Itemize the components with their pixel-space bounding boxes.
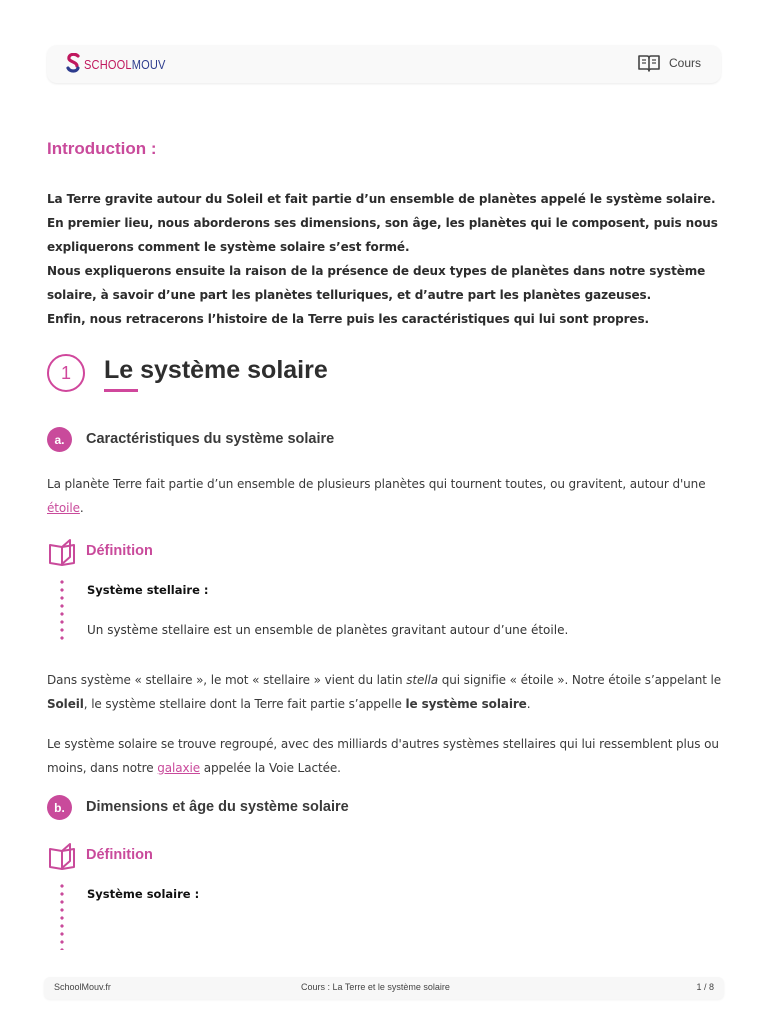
page-footer xyxy=(44,977,724,999)
paragraph-galaxie xyxy=(47,732,732,780)
text-segment: Dans système « stellaire », le mot « stellaire » vient du latin xyxy=(47,673,407,687)
text-segment: qui signifie « étoile ». Notre étoile s’appelant le xyxy=(438,673,722,687)
paragraph-end: . xyxy=(79,501,84,515)
italic-stella: stella xyxy=(406,673,438,687)
paragraph-planete-terre xyxy=(47,472,732,520)
footer-site: SchoolMouv.fr xyxy=(54,982,111,992)
definition-dotted-bar xyxy=(60,882,64,950)
intro-title: Introduction : xyxy=(47,139,157,158)
subsection-badge-b: b. xyxy=(47,795,72,820)
paragraph-text: La planète Terre fait partie d’un ensemble de plusieurs planètes qui tournent toutes, ou gravitent, autour d'une xyxy=(47,477,706,491)
definition-book-icon xyxy=(47,537,77,567)
logo-text-school: SCHOOL xyxy=(84,56,132,72)
cours-label: Cours xyxy=(668,56,701,70)
subsection-title-b: Dimensions et âge du système solaire xyxy=(86,799,349,815)
subsection-title-a: Caractéristiques du système solaire xyxy=(86,431,335,447)
footer-doc-title: Cours : La Terre et le système solaire xyxy=(301,982,450,992)
section-title: Le système solaire xyxy=(104,356,328,384)
section-title-underline xyxy=(104,389,138,392)
section-number: 1 xyxy=(47,354,85,392)
definition-dotted-bar xyxy=(60,578,64,644)
cours-link[interactable] xyxy=(637,54,701,72)
intro-paragraph-1: La Terre gravite autour du Soleil et fait partie d’un ensemble de planètes appelé le système solaire. En premier lieu, nous aborderons ses dimensions, son âge, les planètes qui le composent, puis nous expliquerons comment le système solaire s’est formé. xyxy=(47,192,718,254)
definition-label: Définition xyxy=(86,543,153,559)
bold-systeme-solaire: le système solaire xyxy=(405,697,527,711)
text-segment: , le système stellaire dont la Terre fait partie s’appelle xyxy=(83,697,406,711)
link-galaxie[interactable]: galaxie xyxy=(157,761,200,775)
subsection-badge-a: a. xyxy=(47,427,72,452)
top-header xyxy=(47,45,721,83)
definition-term: Système solaire : xyxy=(87,887,200,901)
definition-text: Un système stellaire est un ensemble de planètes gravitant autour d’une étoile. xyxy=(87,623,569,637)
definition-label: Définition xyxy=(86,847,153,863)
link-etoile[interactable]: étoile xyxy=(47,501,80,515)
text-segment: . xyxy=(526,697,531,711)
schoolmouv-logo[interactable] xyxy=(66,52,180,76)
text-segment: Le système solaire se trouve regroupé, avec des milliards d'autres systèmes stellaires qui lui ressemblent plus ou moins, dans notre xyxy=(47,737,719,775)
text-segment: appelée la Voie Lactée. xyxy=(200,761,341,775)
logo-text xyxy=(84,57,166,72)
paragraph-stellaire xyxy=(47,668,732,716)
book-icon xyxy=(637,54,661,72)
definition-book-icon xyxy=(47,841,77,871)
intro-paragraph-3: Enfin, nous retracerons l’histoire de la Terre puis les caractéristiques qui lui sont propres. xyxy=(47,312,649,326)
definition-term: Système stellaire : xyxy=(87,583,209,597)
logo-text-mouv: MOUV xyxy=(131,56,166,72)
intro-paragraph-2: Nous expliquerons ensuite la raison de la présence de deux types de planètes dans notre système solaire, à savoir d’une part les planètes telluriques, et d’autre part les planètes gazeuses. xyxy=(47,264,706,302)
footer-page-number: 1 / 8 xyxy=(696,982,714,992)
bold-soleil: Soleil xyxy=(47,697,84,711)
schoolmouv-s-icon xyxy=(66,53,80,75)
intro-text xyxy=(47,187,727,331)
